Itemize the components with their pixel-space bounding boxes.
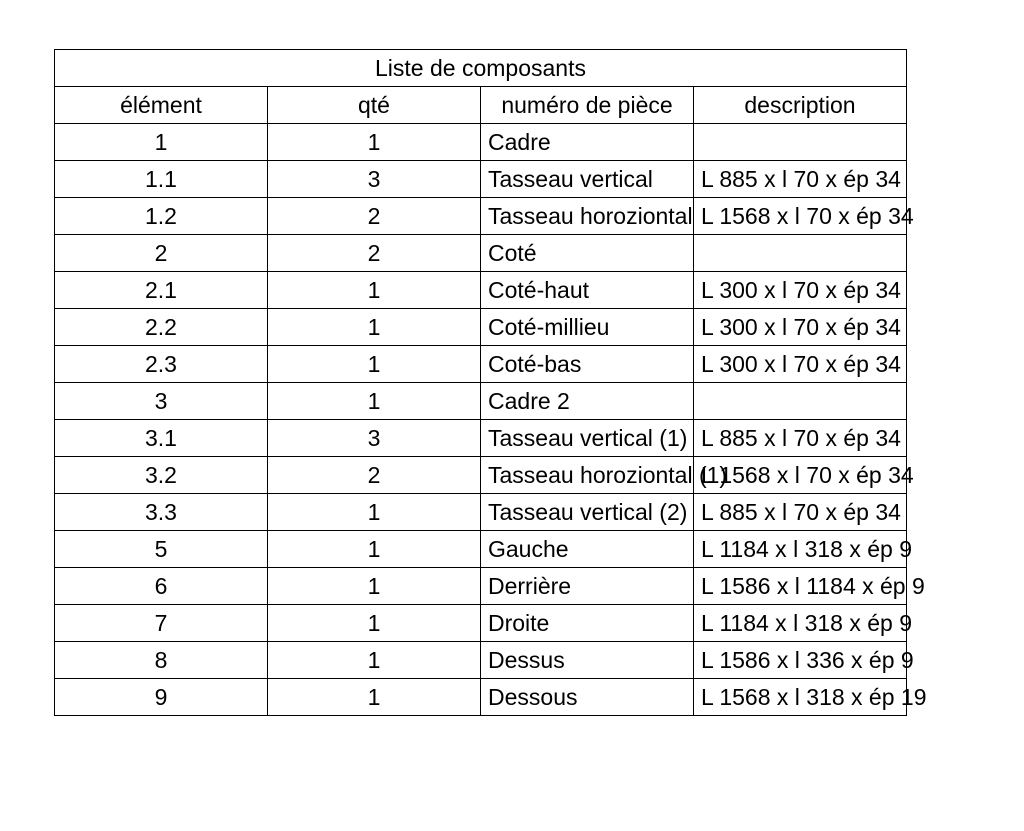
cell-part-number: Tasseau vertical (2) xyxy=(481,494,694,531)
cell-description: L 885 x l 70 x ép 34 xyxy=(694,420,907,457)
cell-part-number: Tasseau vertical (1) xyxy=(481,420,694,457)
cell-description: L 300 x l 70 x ép 34 xyxy=(694,309,907,346)
column-header-part-number: numéro de pièce xyxy=(481,87,694,124)
cell-element: 3.2 xyxy=(55,457,268,494)
table-row xyxy=(55,420,907,457)
cell-part-number: Dessous xyxy=(481,679,694,716)
cell-qty: 1 xyxy=(268,346,481,383)
cell-description: L 1568 x l 318 x ép 19 xyxy=(694,679,907,716)
cell-description: L 300 x l 70 x ép 34 xyxy=(694,272,907,309)
table-row xyxy=(55,642,907,679)
table-title: Liste de composants xyxy=(55,50,907,87)
cell-part-number: Tasseau horoziontal xyxy=(481,198,694,235)
cell-qty: 1 xyxy=(268,309,481,346)
cell-qty: 1 xyxy=(268,605,481,642)
cell-element: 6 xyxy=(55,568,268,605)
cell-part-number: Cadre 2 xyxy=(481,383,694,420)
table-row xyxy=(55,124,907,161)
cell-part-number: Coté xyxy=(481,235,694,272)
table-title-row xyxy=(55,50,907,87)
cell-element: 3 xyxy=(55,383,268,420)
cell-element: 1.2 xyxy=(55,198,268,235)
column-header-description: description xyxy=(694,87,907,124)
cell-description: L 1586 x l 1184 x ép 9 xyxy=(694,568,907,605)
cell-part-number: Coté-bas xyxy=(481,346,694,383)
bill-of-materials-table xyxy=(54,49,927,716)
cell-qty: 1 xyxy=(268,383,481,420)
cell-part-number: Droite xyxy=(481,605,694,642)
table-row xyxy=(55,531,907,568)
cell-element: 1.1 xyxy=(55,161,268,198)
cell-element: 9 xyxy=(55,679,268,716)
cell-qty: 3 xyxy=(268,161,481,198)
cell-qty: 1 xyxy=(268,568,481,605)
cell-qty: 1 xyxy=(268,642,481,679)
cell-element: 3.3 xyxy=(55,494,268,531)
table-row xyxy=(55,457,907,494)
table-row xyxy=(55,568,907,605)
cell-qty: 1 xyxy=(268,531,481,568)
cell-part-number: Dessus xyxy=(481,642,694,679)
cell-element: 7 xyxy=(55,605,268,642)
cell-description: L 1568 x l 70 x ép 34 xyxy=(694,457,907,494)
cell-element: 1 xyxy=(55,124,268,161)
cell-qty: 2 xyxy=(268,457,481,494)
table-row xyxy=(55,272,907,309)
cell-element: 2 xyxy=(55,235,268,272)
cell-description: L 300 x l 70 x ép 34 xyxy=(694,346,907,383)
column-header-qty: qté xyxy=(268,87,481,124)
cell-description xyxy=(694,383,907,420)
cell-description xyxy=(694,124,907,161)
cell-element: 2.3 xyxy=(55,346,268,383)
table-row xyxy=(55,605,907,642)
table-header-row xyxy=(55,87,907,124)
cell-qty: 1 xyxy=(268,272,481,309)
cell-description: L 885 x l 70 x ép 34 xyxy=(694,494,907,531)
cell-qty: 1 xyxy=(268,124,481,161)
table-row xyxy=(55,161,907,198)
cell-qty: 1 xyxy=(268,494,481,531)
table-row xyxy=(55,383,907,420)
cell-element: 5 xyxy=(55,531,268,568)
table-row xyxy=(55,198,907,235)
cell-qty: 2 xyxy=(268,235,481,272)
cell-description: L 1184 x l 318 x ép 9 xyxy=(694,605,907,642)
cell-description: L 885 x l 70 x ép 34 xyxy=(694,161,907,198)
cell-qty: 2 xyxy=(268,198,481,235)
table-row xyxy=(55,494,907,531)
table-row xyxy=(55,309,907,346)
cell-element: 3.1 xyxy=(55,420,268,457)
column-header-element: élément xyxy=(55,87,268,124)
cell-part-number: Coté-millieu xyxy=(481,309,694,346)
cell-description xyxy=(694,235,907,272)
cell-part-number: Tasseau vertical xyxy=(481,161,694,198)
cell-part-number: Gauche xyxy=(481,531,694,568)
cell-part-number: Derrière xyxy=(481,568,694,605)
table-body xyxy=(55,124,927,716)
cell-part-number: Tasseau horoziontal (1) xyxy=(481,457,694,494)
cell-qty: 1 xyxy=(268,679,481,716)
table-row xyxy=(55,679,907,716)
cell-description: L 1568 x l 70 x ép 34 xyxy=(694,198,907,235)
cell-part-number: Cadre xyxy=(481,124,694,161)
cell-element: 8 xyxy=(55,642,268,679)
cell-description: L 1586 x l 336 x ép 9 xyxy=(694,642,907,679)
cell-element: 2.2 xyxy=(55,309,268,346)
cell-element: 2.1 xyxy=(55,272,268,309)
table-row xyxy=(55,346,907,383)
cell-description: L 1184 x l 318 x ép 9 xyxy=(694,531,907,568)
cell-part-number: Coté-haut xyxy=(481,272,694,309)
cell-qty: 3 xyxy=(268,420,481,457)
table-row xyxy=(55,235,907,272)
